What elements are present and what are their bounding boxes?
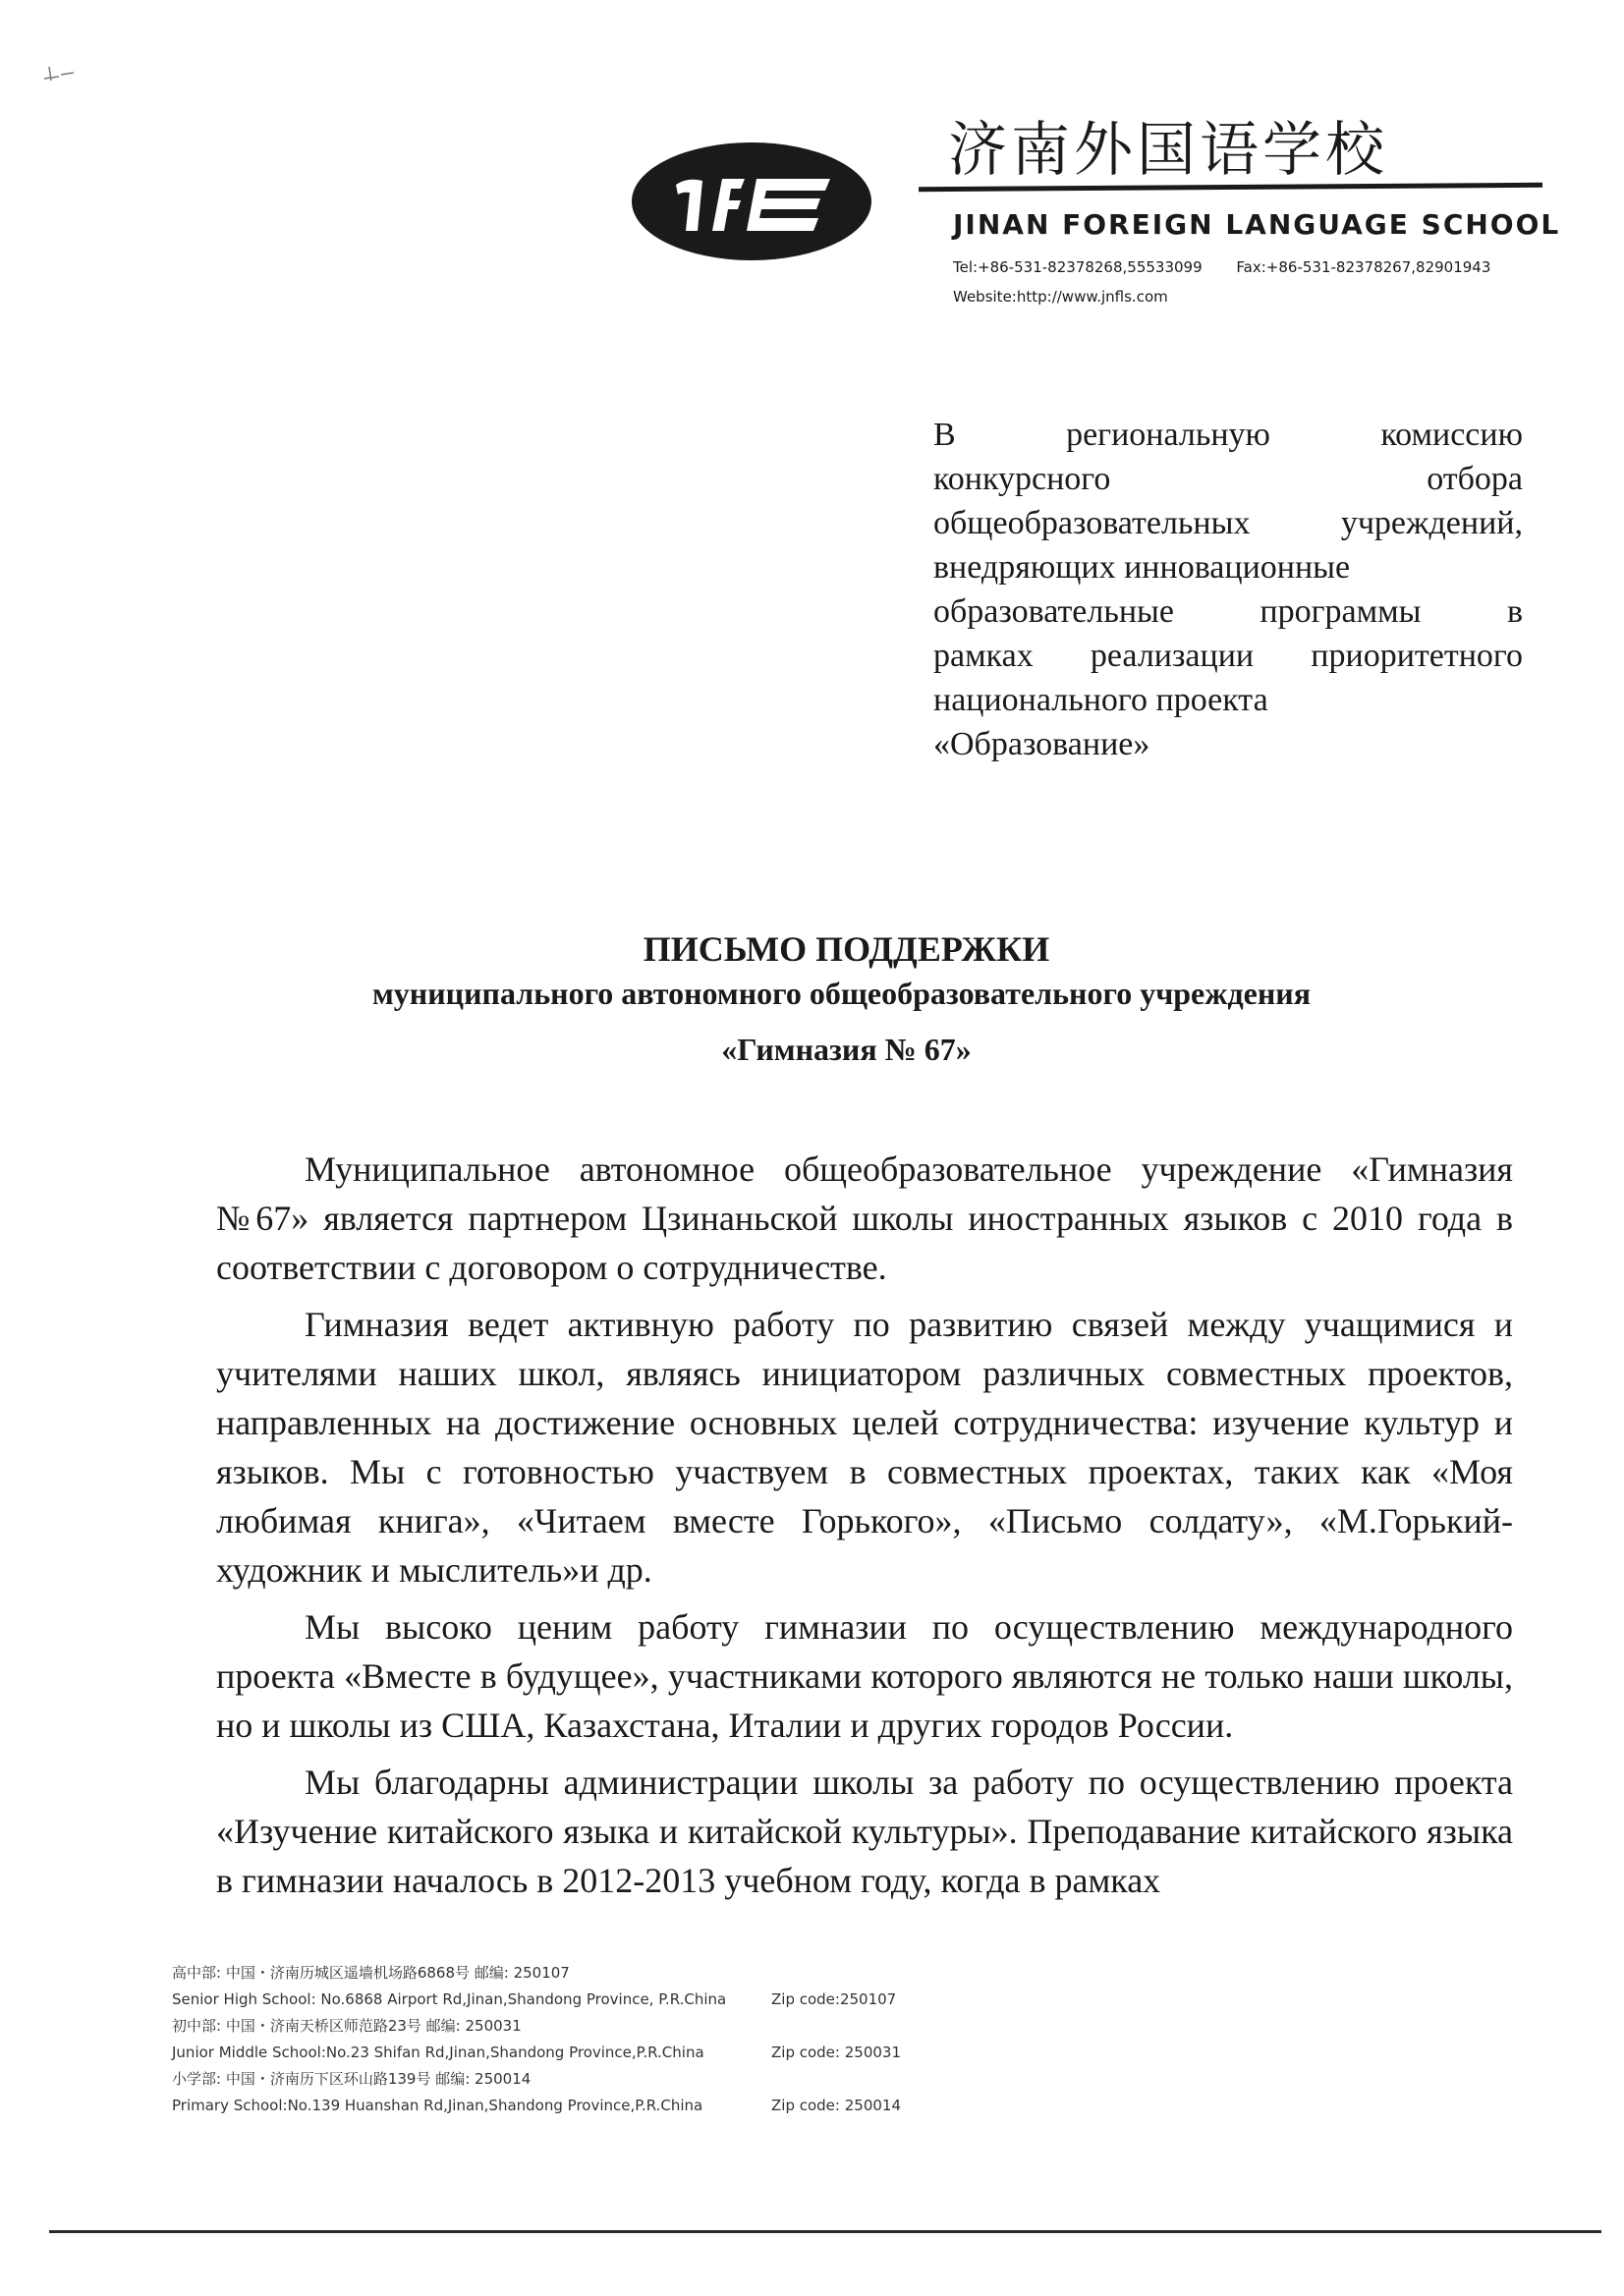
addressee-line: общеобразовательных учреждений, xyxy=(933,505,1523,541)
footer-address: Junior Middle School:No.23 Shifan Rd,Jinan,Shandong Province,P.R.China xyxy=(172,2044,704,2061)
body-paragraph: Мы высоко ценим работу гимназии по осуществлению международного проекта «Вместе в будущее», участниками которого являются не только наши школы, но и школы из США, Казахстана, Италии и других городов России. xyxy=(216,1607,1513,1745)
body-paragraph: Мы благодарны администрации школы за работу по осуществлению проекта «Изучение китайского языка и китайской культуры». Преподавание китайского языка в гимназии началось в 2012-2013 учебном году, когда в рамках xyxy=(216,1763,1513,1900)
footer-row xyxy=(172,2013,901,2040)
contact-info xyxy=(953,252,1490,311)
footer-row xyxy=(172,1960,901,1987)
footer-address: Senior High School: No.6868 Airport Rd,Jinan,Shandong Province, P.R.China xyxy=(172,1990,727,2008)
letter-subtitle: муниципального автономного общеобразовательного учреждения xyxy=(371,976,1312,1011)
addressee-line: рамках реализации приоритетного xyxy=(933,638,1523,674)
addressee-line: конкурсного отбора xyxy=(933,461,1523,497)
addressee-line: образовательные программы в xyxy=(933,593,1523,630)
footer-zip: Zip code: 250031 xyxy=(771,2044,901,2061)
addressee-block xyxy=(933,413,1523,766)
footer-addresses xyxy=(172,1960,901,2119)
footer-row xyxy=(172,2093,901,2119)
addressee-line: внедряющих инновационные xyxy=(933,549,1351,586)
letter-subtitle-name: «Гимназия № 67» xyxy=(721,1032,972,1067)
school-name-english: JINAN FOREIGN LANGUAGE SCHOOL xyxy=(953,208,1561,241)
footer-address: 高中部: 中国・济南历城区遥墙机场路6868号 邮编: 250107 xyxy=(172,1964,570,1982)
footer-zip: Zip code:250107 xyxy=(771,1990,897,2008)
telephone: Tel:+86-531-82378268,55533099 xyxy=(953,258,1203,276)
fax: Fax:+86-531-82378267,82901943 xyxy=(1236,258,1491,276)
footer-row xyxy=(172,2040,901,2066)
addressee-line: В региональную комиссию xyxy=(933,417,1523,453)
website: Website:http://www.jnfls.com xyxy=(953,288,1168,306)
jfls-logo-icon xyxy=(629,138,874,265)
letter-title: ПИСЬМО ПОДДЕРЖКИ xyxy=(643,929,1050,969)
footer-row xyxy=(172,2066,901,2093)
footer-address: 小学部: 中国・济南历下区环山路139号 邮编: 250014 xyxy=(172,2070,532,2088)
footer-address: Primary School:No.139 Huanshan Rd,Jinan,Shandong Province,P.R.China xyxy=(172,2097,703,2114)
scan-artifact-mark xyxy=(39,59,79,88)
addressee-line: «Образование» xyxy=(933,726,1150,762)
addressee-line: национального проекта xyxy=(933,682,1268,718)
footer-address: 初中部: 中国・济南天桥区师范路23号 邮编: 250031 xyxy=(172,2017,522,2035)
footer-divider xyxy=(49,2230,1601,2233)
letter-body xyxy=(216,1145,1513,1913)
body-paragraph: Муниципальное автономное общеобразовательное учреждение «Гимназия №67» является партнером Цзинаньской школы иностранных языков с 2010 года в соответствии с договором о сотрудничестве. xyxy=(216,1149,1513,1287)
footer-row xyxy=(172,1987,901,2013)
footer-zip: Zip code: 250014 xyxy=(771,2097,901,2114)
school-name-chinese: 济南外国语学校 xyxy=(948,116,1388,185)
body-paragraph: Гимназия ведет активную работу по развитию связей между учащимися и учителями наших школ, являясь инициатором различных совместных проектов, направленных на достижение основных целей сотрудничества: изучение культур и языков. Мы с готовностью участвуем в совместных проектах, таких как «Моя любимая книга», «Читаем вместе Горького», «Письмо солдату», «М.Горький-художник и мыслитель»и др. xyxy=(216,1305,1513,1590)
